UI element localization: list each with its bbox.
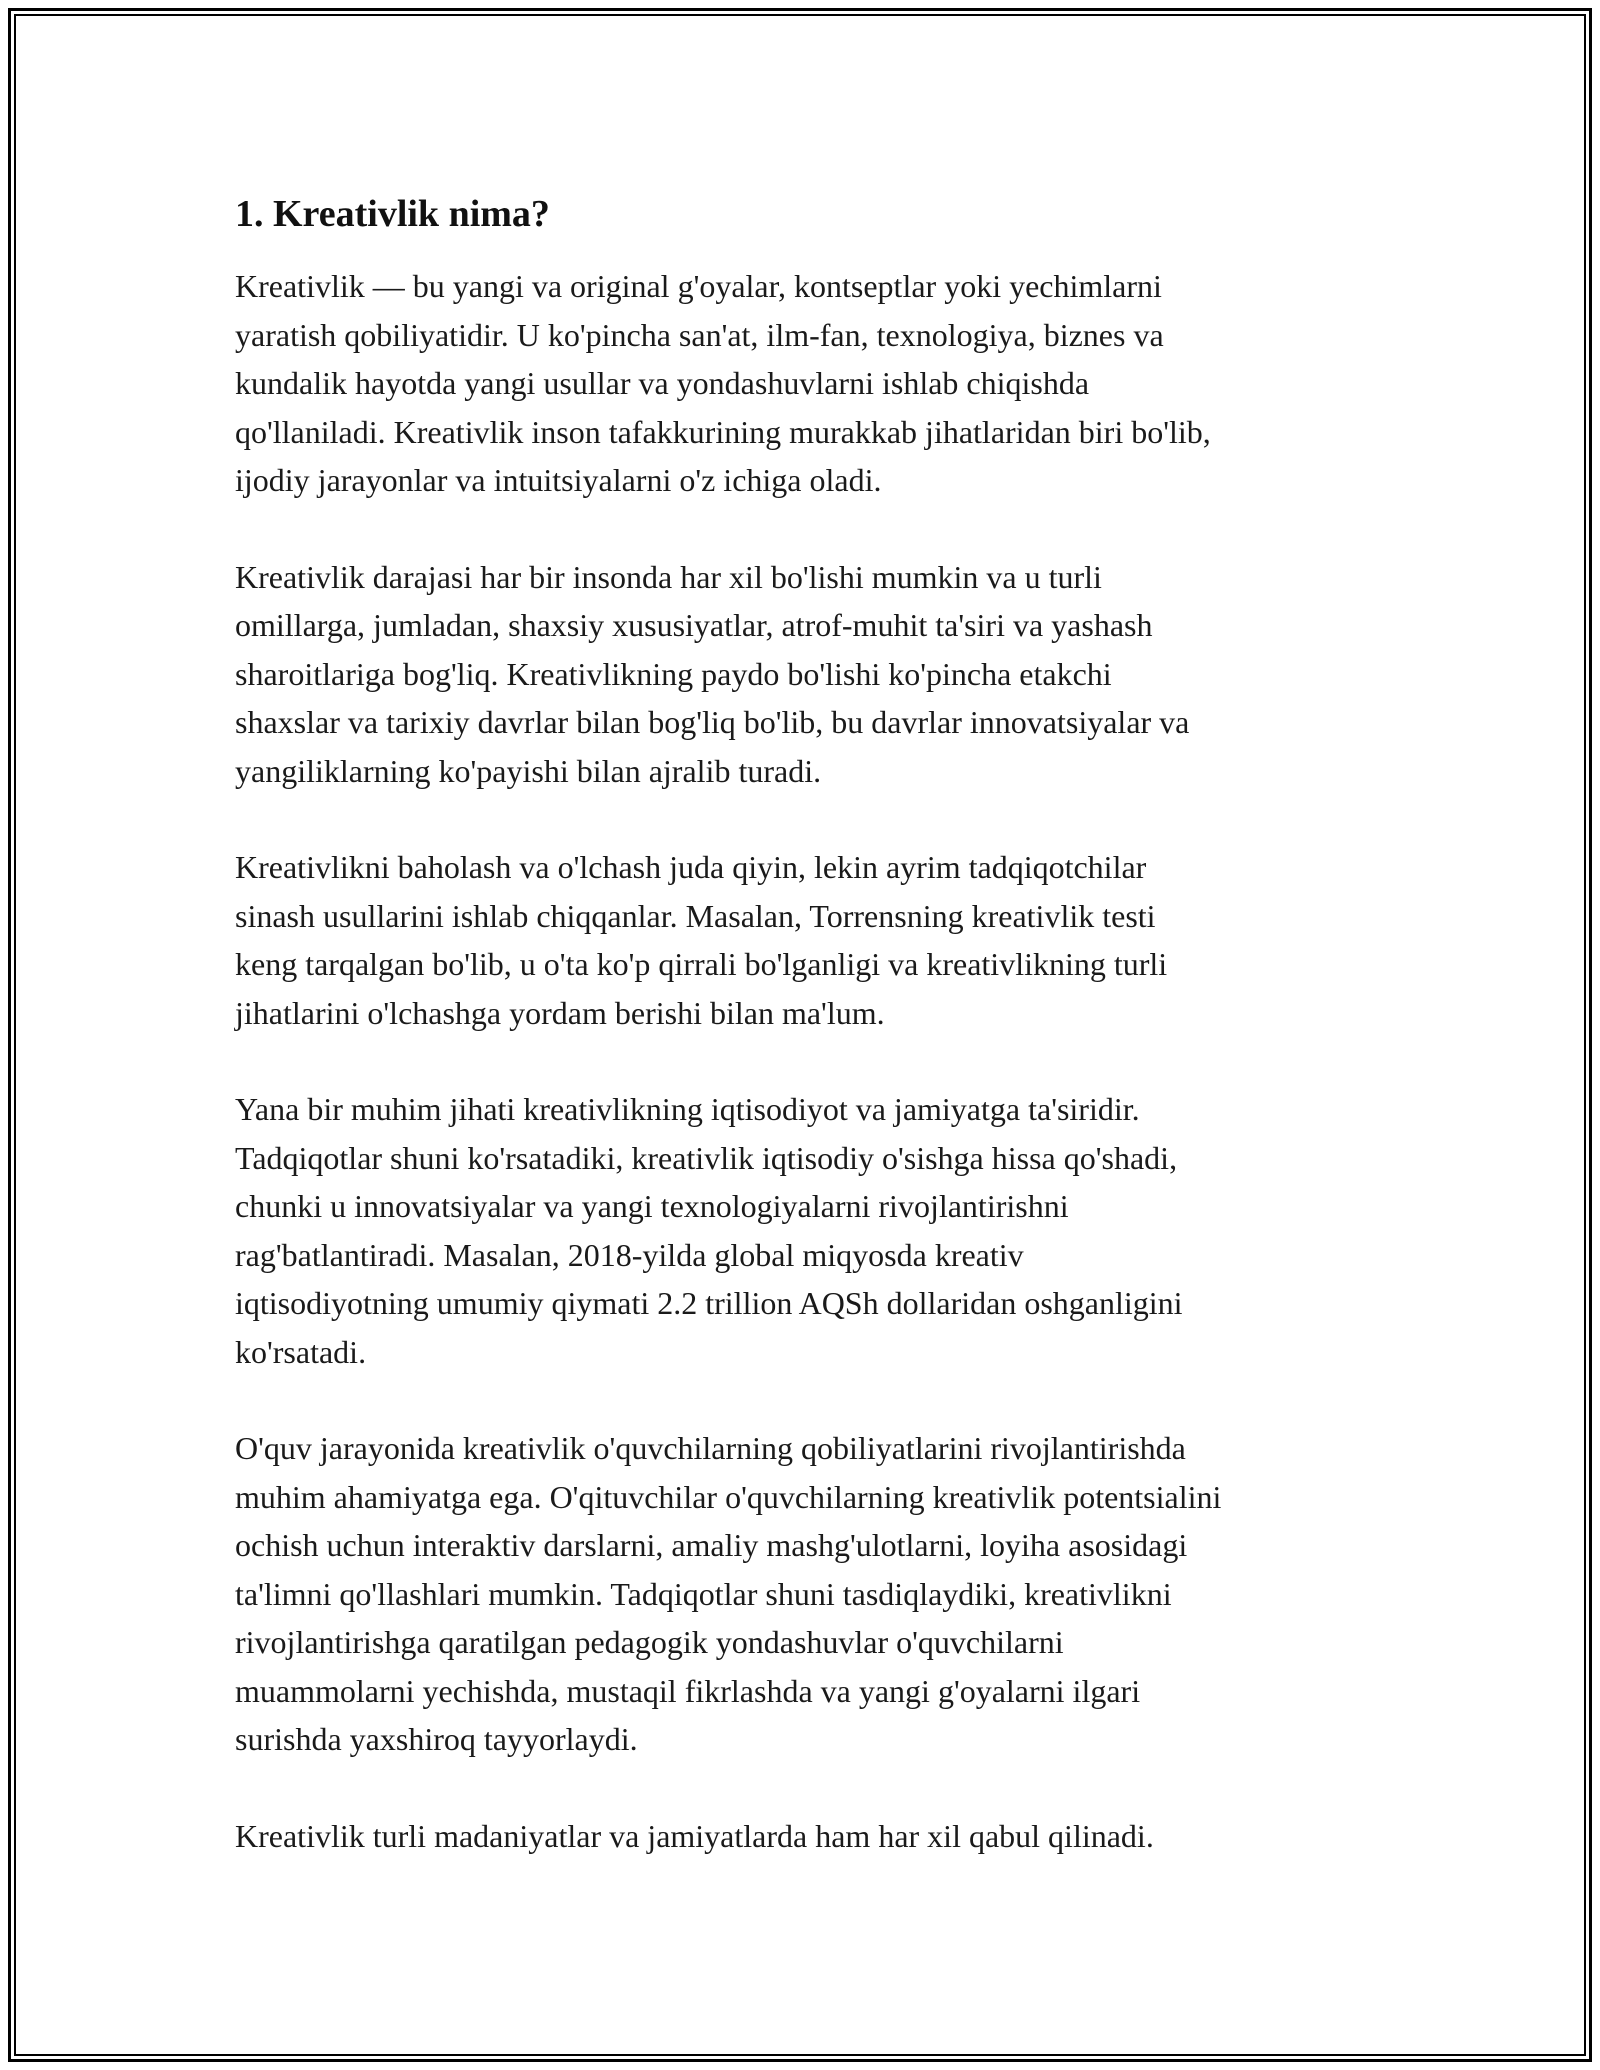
text-line: yaratish qobiliyatidir. U ko'pincha san'at, ilm-fan, texnologiya, biznes va <box>235 316 1164 353</box>
text-line: ochish uchun interaktiv darslarni, amaliy mashg'ulotlarni, loyiha asosidagi <box>235 1527 1188 1563</box>
text-line: keng tarqalgan bo'lib, u o'ta ko'p qirrali bo'lganligi va kreativlikning turli <box>235 946 1168 982</box>
text-line: O'quv jarayonida kreativlik o'quvchilarning qobiliyatlarini rivojlantirishda <box>235 1430 1186 1466</box>
text-line: omillarga, jumladan, shaxsiy xususiyatlar, atrof-muhit ta'siri va yashash <box>235 607 1153 643</box>
section-heading: 1. Kreativlik nima? <box>235 193 550 235</box>
text-line: muhim ahamiyatga ega. O'qituvchilar o'quvchilarning kreativlik potentsialini <box>235 1478 1222 1515</box>
text-line: kundalik hayotda yangi usullar va yondashuvlarni ishlab chiqishda <box>235 365 1090 401</box>
text-line: Kreativlik turli madaniyatlar va jamiyatlarda ham har xil qabul qilinadi. <box>235 1817 1154 1854</box>
text-line: surishda yaxshiroq tayyorlaydi. <box>235 1721 638 1757</box>
paragraph-1 <box>235 262 1385 505</box>
text-line: sharoitlariga bog'liq. Kreativlikning paydo bo'lishi ko'pincha etakchi <box>235 655 1112 692</box>
paragraph-2 <box>235 553 1385 796</box>
paragraph-5 <box>235 1424 1385 1764</box>
text-line: jihatlarini o'lchashga yordam berishi bilan ma'lum. <box>235 994 885 1031</box>
text-line: chunki u innovatsiyalar va yangi texnologiyalarni rivojlantirishni <box>235 1188 1069 1224</box>
text-line: Kreativlikni baholash va o'lchash juda qiyin, lekin ayrim tadqiqotchilar <box>235 849 1147 885</box>
text-line: rivojlantirishga qaratilgan pedagogik yondashuvlar o'quvchilarni <box>235 1624 1064 1660</box>
text-line: iqtisodiyotning umumiy qiymati 2.2 trillion AQSh dollaridan oshganligini <box>235 1285 1183 1321</box>
paragraph-3 <box>235 843 1385 1037</box>
text-line: ta'limni qo'llashlari mumkin. Tadqiqotlar shuni tasdiqlaydiki, kreativlikni <box>235 1575 1172 1612</box>
text-line: ko'rsatadi. <box>235 1333 367 1370</box>
text-line: sinash usullarini ishlab chiqqanlar. Masalan, Torrensning kreativlik testi <box>235 897 1156 934</box>
paragraph-6 <box>235 1812 1385 1861</box>
text-line: Kreativlik darajasi har bir insonda har xil bo'lishi mumkin va u turli <box>235 558 1102 595</box>
text-line: rag'batlantiradi. Masalan, 2018-yilda global miqyosda kreativ <box>235 1236 1024 1273</box>
text-line: qo'llaniladi. Kreativlik inson tafakkurining murakkab jihatlaridan biri bo'lib, <box>235 413 1211 450</box>
text-line: Tadqiqotlar shuni ko'rsatadiki, kreativlik iqtisodiy o'sishga hissa qo'shadi, <box>235 1139 1178 1176</box>
paragraph-4 <box>235 1085 1385 1376</box>
text-line: Kreativlik — bu yangi va original g'oyalar, kontseptlar yoki yechimlarni <box>235 268 1162 304</box>
text-line: Yana bir muhim jihati kreativlikning iqtisodiyot va jamiyatga ta'siridir. <box>235 1091 1140 1127</box>
text-line: muammolarni yechishda, mustaqil fikrlashda va yangi g'oyalarni ilgari <box>235 1672 1141 1709</box>
text-line: ijodiy jarayonlar va intuitsiyalarni o'z ichiga oladi. <box>235 462 882 498</box>
text-line: shaxslar va tarixiy davrlar bilan bog'liq bo'lib, bu davrlar innovatsiyalar va <box>235 704 1190 740</box>
text-line: yangiliklarning ko'payishi bilan ajralib turadi. <box>235 752 822 789</box>
document-body <box>235 188 1385 1908</box>
